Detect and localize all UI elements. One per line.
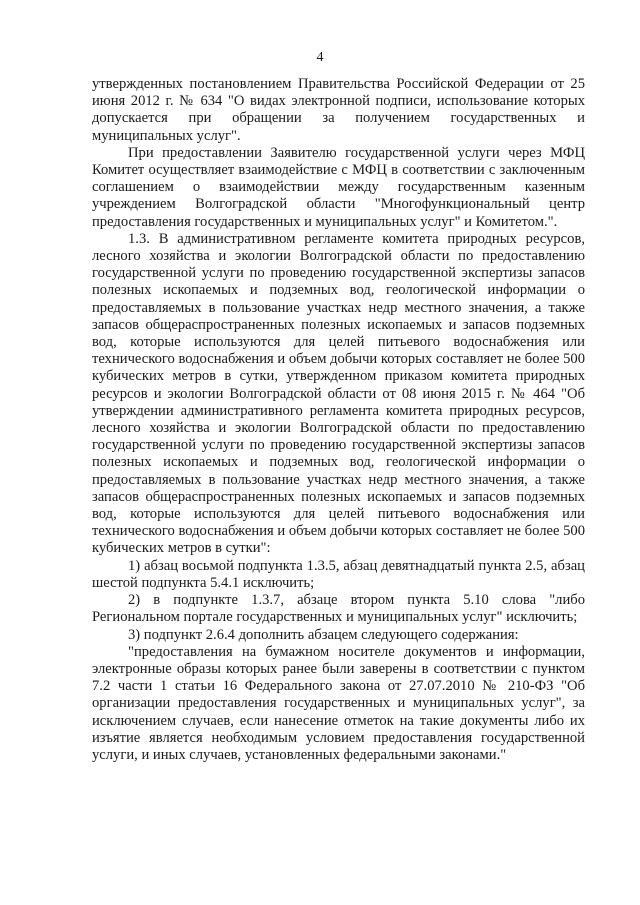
paragraph-item-1: 1) абзац восьмой подпункта 1.3.5, абзац девятнадцатый пункта 2.5, абзац шестой подпункта 5.4.1 исключить;: [92, 557, 585, 591]
paragraph-item-3: 3) подпункт 2.6.4 дополнить абзацем следующего содержания:: [128, 626, 519, 643]
paragraph-1-3-regulation: 1.3. В административном регламенте комитета природных ресурсов, лесного хозяйства и экологии Волгоградской области по предоставлению государственной услуги по проведению государственной экспертизы запасов полезных ископаемых и подземных вод, геологической информации о предоставляемых в пользование участках недр местного значения, а также запасов общераспространенных полезных ископаемых и запасов подземных вод, которые используются для целей питьевого водоснабжения или технического водоснабжения и объем добычи которых составляет не более 500 кубических метров в сутки, утвержденном приказом комитета природных ресурсов и экологии Волгоградской области от 08 июня 2015 г. № 464 "Об утверждении административного регламента комитета природных ресурсов, лесного хозяйства и экологии Волгоградской области по предоставлению государственной услуги по проведению государственной экспертизы запасов полезных ископаемых и подземных вод, геологической информации о предоставляемых в пользование участках недр местного значения, а также запасов общераспространенных полезных ископаемых и запасов подземных вод, которые используются для целей питьевого водоснабжения или технического водоснабжения и объем добычи которых составляет не более 500 кубических метров в сутки":: [92, 230, 585, 557]
document-body: [92, 76, 585, 764]
paragraph-signature-continuation: утвержденных постановлением Правительства Российской Федерации от 25 июня 2012 г. № 634 "О видах электронной подписи, использование которых допускается при обращении за получением государственных и муниципальных услуг".: [92, 76, 585, 144]
paragraph-item-2: 2) в подпункте 1.3.7, абзаце втором пункта 5.10 слова "либо Региональном портале государственных и муниципальных услуг" исключить;: [92, 592, 585, 626]
paragraph-added-text: "предоставления на бумажном носителе документов и информации, электронные образы которых ранее были заверены в соответствии с пунктом 7.2 части 1 статьи 16 Федерального закона от 27.07.2010 № 210-ФЗ "Об организации предоставления государственных и муниципальных услуг", за исключением случаев, если нанесение отметок на такие документы либо их изъятие является необходимым условием предоставления государственной услуги, и иных случаев, установленных федеральными законами.": [92, 643, 585, 763]
paragraph-mfc-interaction: При предоставлении Заявителю государственной услуги через МФЦ Комитет осуществляет взаимодействие с МФЦ в соответствии с заключенным соглашением о взаимодействии между государственным казенным учреждением Волгоградской области "Многофункциональный центр предоставления государственных и муниципальных услуг" и Комитетом.".: [92, 144, 585, 230]
page-number: 4: [316, 50, 324, 65]
